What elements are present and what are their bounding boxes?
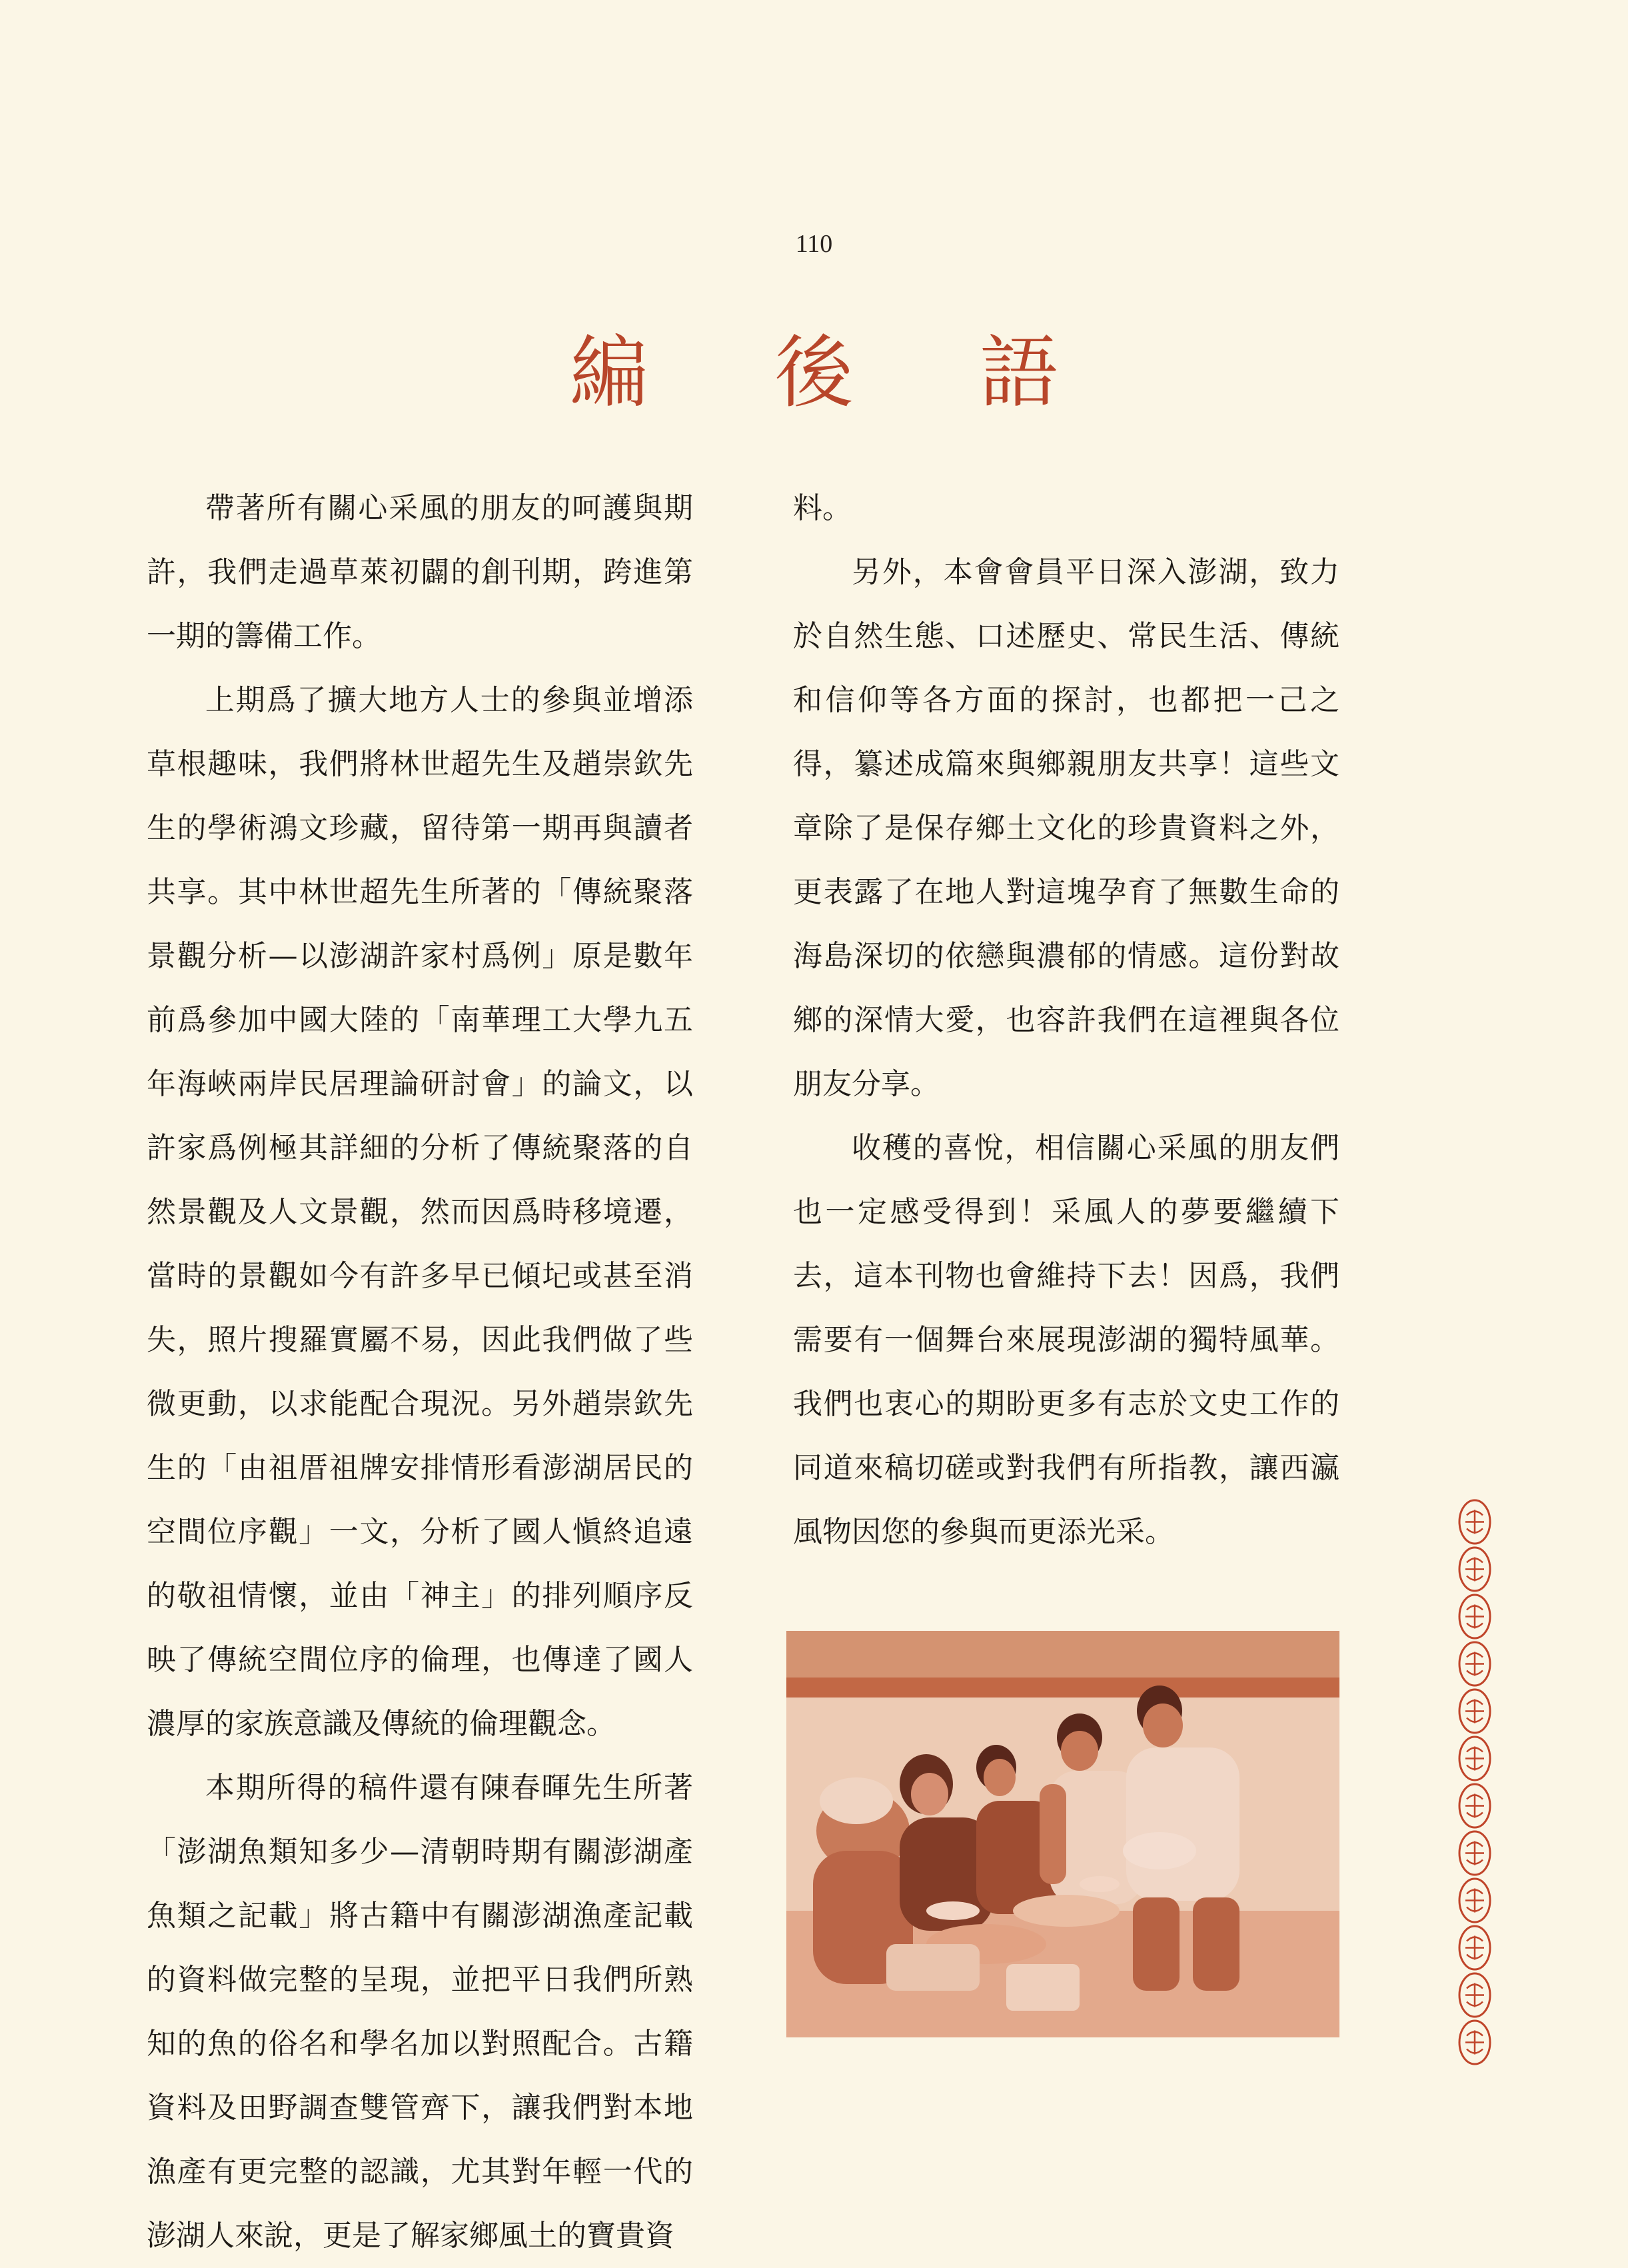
seal-glyph — [1465, 1889, 1484, 1913]
group-photo — [786, 1631, 1339, 2037]
seal-glyph — [1465, 1983, 1484, 2007]
seal-glyph — [1465, 2031, 1484, 2055]
seal-glyph — [1465, 1558, 1484, 1582]
seal-glyph — [1465, 1700, 1484, 1723]
paragraph: 另外，本會會員平日深入澎湖，致力於自然生態、口述歷史、常民生活、傳統和信仰等各方面的探討，也都把一己之得，纂述成篇來與鄉親朋友共享！這些文章除了是保存鄉土文化的珍貴資料之外，更表露了在地人對這塊孕育了無數生命的海島深切的依戀與濃郁的情感。這份對故鄉的深情大愛，也容許我們在這裡與各位朋友分享。 — [793, 555, 1339, 1101]
seal-glyph — [1465, 1605, 1484, 1629]
text-column-right — [793, 477, 1339, 1564]
paragraph: 收穫的喜悅，相信關心采風的朋友們也一定感受得到！采風人的夢要繼續下去，這本刊物也會維持下去！因爲，我們需要有一個舞台來展現澎湖的獨特風華。我們也衷心的期盼更多有志於文史工作的同道來稿切磋或對我們有所指教，讓西瀛風物因您的參與而更添光采。 — [793, 1131, 1339, 1549]
paragraph-continuation: 料。 — [793, 491, 852, 525]
seal-glyph — [1465, 1936, 1484, 1960]
seal-glyph — [1465, 1510, 1484, 1534]
paragraph: 上期爲了擴大地方人士的參與並增添草根趣味，我們將林世超先生及趙崇欽先生的學術鴻文珍藏，留待第一期再與讀者共享。其中林世超先生所著的「傳統聚落景觀分析—以澎湖許家村爲例」原是數年前爲參加中國大陸的「南華理工大學九五年海峽兩岸民居理論研討會」的論文，以許家爲例極其詳細的分析了傳統聚落的自然景觀及人文景觀，然而因爲時移境遷，當時的景觀如今有許多早已傾圮或甚至消失，照片搜羅實屬不易，因此我們做了些微更動，以求能配合現況。另外趙崇欽先生的「由祖厝祖牌安排情形看澎湖居民的空間位序觀」一文，分析了國人愼終追遠的敬祖情懷，並由「神主」的排列順序反映了傳統空間位序的倫理，也傳達了國人濃厚的家族意識及傳統的倫理觀念。 — [147, 683, 693, 1741]
seal-glyph — [1465, 1652, 1484, 1676]
group-photo-people-sorting-fish-icon — [786, 1631, 1339, 2037]
seal-glyph — [1465, 1794, 1484, 1818]
paragraph: 帶著所有關心采風的朋友的呵護與期許，我們走過草萊初闢的創刊期，跨進第一期的籌備工作。 — [147, 491, 693, 653]
seal-glyph — [1465, 1747, 1484, 1771]
seal-medallion-column-icon — [1457, 1498, 1492, 2066]
page-title: 編 後 語 — [569, 327, 1110, 419]
text-column-left — [147, 477, 693, 2268]
paragraph: 本期所得的稿件還有陳春暉先生所著「澎湖魚類知多少—清朝時期有關澎湖產魚類之記載」將古籍中有關澎湖漁產記載的資料做完整的呈現，並把平日我們所熟知的魚的俗名和學名加以對照配合。古籍資料及田野調查雙管齊下，讓我們對本地漁產有更完整的認識，尤其對年輕一代的澎湖人來說，更是了解家鄉風土的寶貴資 — [147, 1771, 693, 2253]
seal-glyph — [1465, 1841, 1484, 1865]
page-number: 110 — [795, 230, 833, 258]
